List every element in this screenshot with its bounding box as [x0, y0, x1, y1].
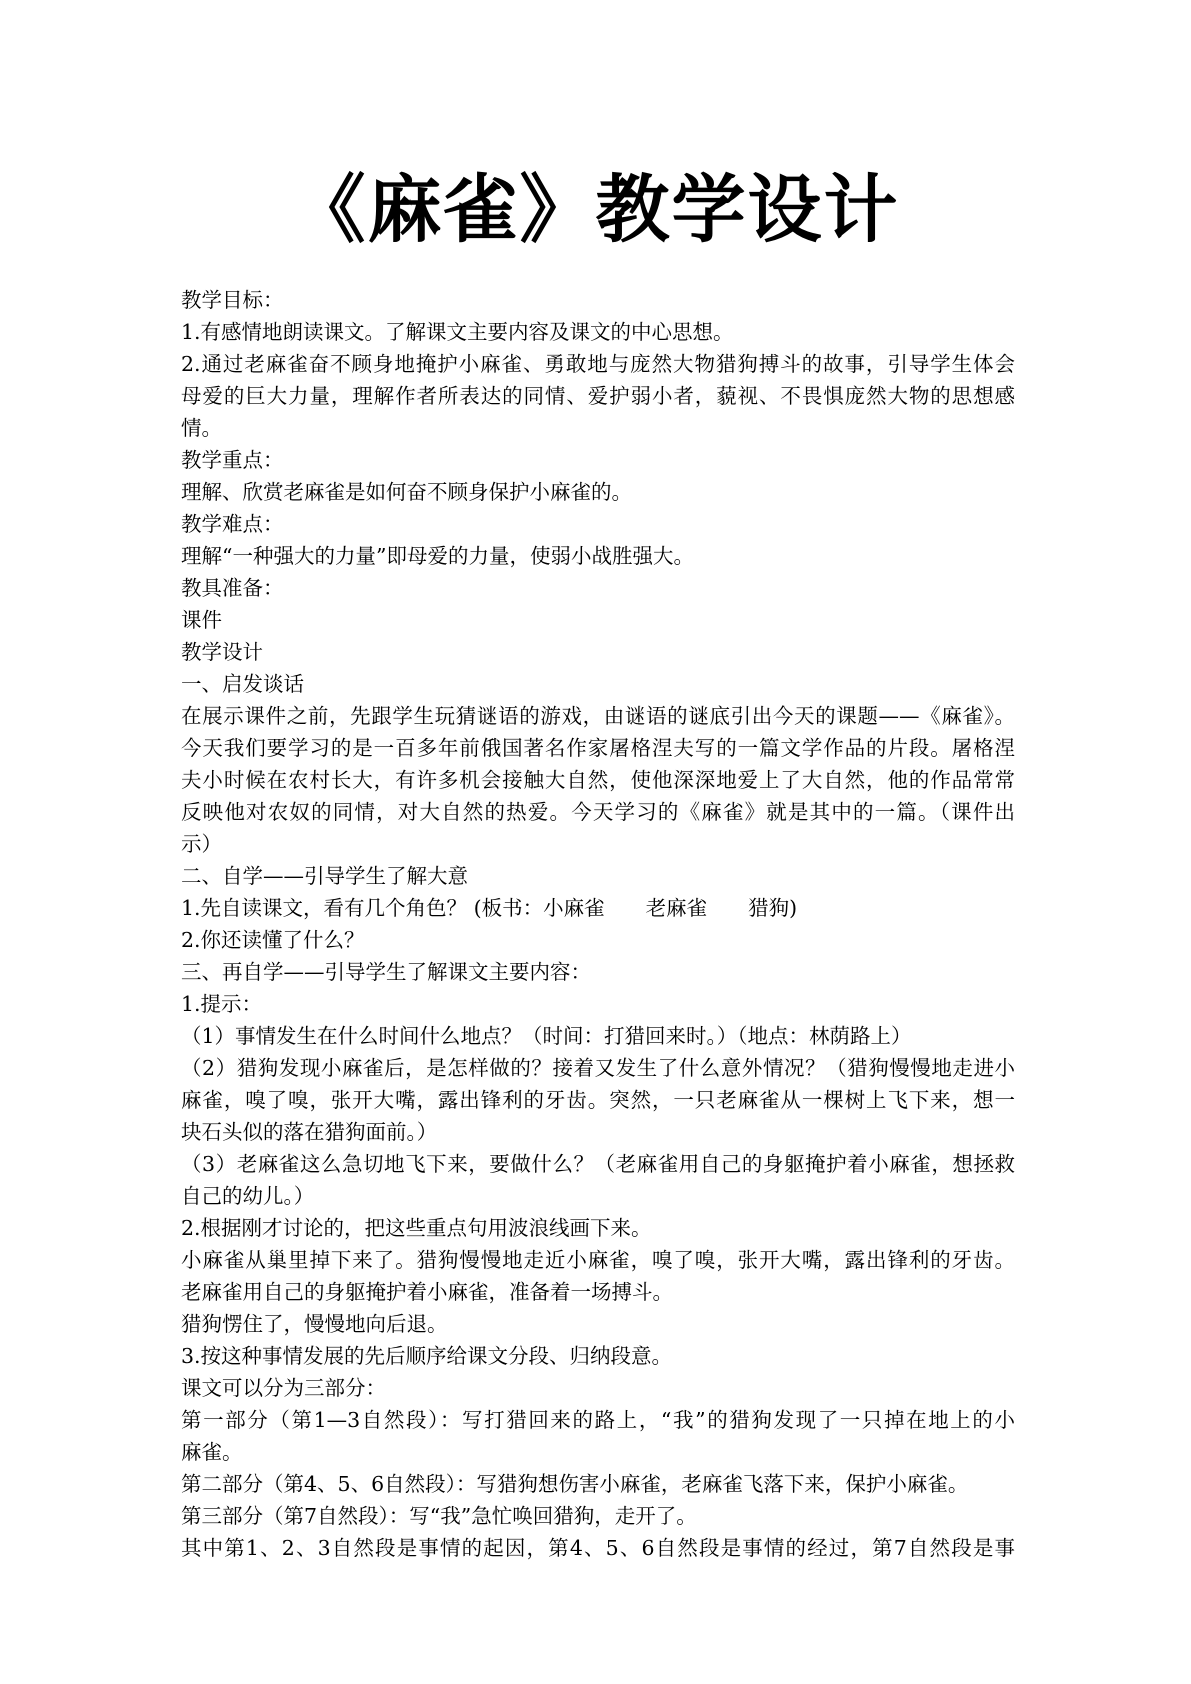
text-line: 教学目标：	[181, 288, 284, 312]
text-line: 1.有感情地朗读课文。了解课文主要内容及课文的中心思想。	[181, 320, 734, 344]
document-body	[181, 284, 1015, 1564]
text-line: 2.根据刚才讨论的，把这些重点句用波浪线画下来。	[181, 1216, 652, 1240]
text-line: 教具准备：	[181, 576, 284, 600]
text-line: 1.先自读课文，看有几个角色？ (板书：小麻雀 老麻雀 猎狗)	[181, 896, 798, 920]
text-line: 自己的幼儿。）	[181, 1184, 315, 1208]
text-line: 第三部分（第7自然段）：写“我”急忙唤回猎狗，走开了。	[181, 1504, 697, 1528]
text-line: 今天我们要学习的是一百多年前俄国著名作家屠格涅夫写的一篇文学作品的片段。屠格涅	[181, 736, 1015, 760]
text-line: 小麻雀从巢里掉下来了。猎狗慢慢地走近小麻雀，嗅了嗅，张开大嘴，露出锋利的牙齿。	[181, 1248, 1015, 1272]
text-line: 一、启发谈话	[181, 672, 304, 696]
text-line: 麻雀，嗅了嗅，张开大嘴，露出锋利的牙齿。突然，一只老麻雀从一棵树上飞下来，想一	[181, 1088, 1015, 1112]
text-line: 第二部分（第4、5、6自然段）：写猎狗想伤害小麻雀，老麻雀飞落下来，保护小麻雀。	[181, 1472, 969, 1496]
text-line: 二、自学——引导学生了解大意	[181, 864, 468, 888]
text-line: 老麻雀用自己的身躯掩护着小麻雀，准备着一场搏斗。	[181, 1280, 673, 1304]
text-line: （3）老麻雀这么急切地飞下来，要做什么？（老麻雀用自己的身躯掩护着小麻雀，想拯救	[181, 1152, 1015, 1176]
text-line: 2.你还读懂了什么？	[181, 928, 365, 952]
text-line: 块石头似的落在猎狗面前。）	[181, 1120, 438, 1144]
text-line: 课件	[181, 608, 222, 632]
text-line: 母爱的巨大力量，理解作者所表达的同情、爱护弱小者，藐视、不畏惧庞然大物的思想感	[181, 384, 1015, 408]
text-line: 教学设计	[181, 640, 263, 664]
text-line: 其中第1、2、3自然段是事情的起因，第4、5、6自然段是事情的经过，第7自然段是事	[181, 1536, 1015, 1560]
text-line: 教学重点：	[181, 448, 284, 472]
text-line: 在展示课件之前，先跟学生玩猜谜语的游戏，由谜语的谜底引出今天的课题——《麻雀》。	[181, 704, 1015, 728]
text-line: 反映他对农奴的同情，对大自然的热爱。今天学习的《麻雀》就是其中的一篇。（课件出	[181, 800, 1015, 824]
text-line: 2.通过老麻雀奋不顾身地掩护小麻雀、勇敢地与庞然大物猎狗搏斗的故事，引导学生体会	[181, 352, 1015, 376]
text-line: 理解“一种强大的力量”即母爱的力量，使弱小战胜强大。	[181, 544, 694, 568]
text-line: 3.按这种事情发展的先后顺序给课文分段、归纳段意。	[181, 1344, 673, 1368]
text-line: （2）猎狗发现小麻雀后，是怎样做的？接着又发生了什么意外情况？（猎狗慢慢地走进小	[181, 1056, 1015, 1080]
text-line: 理解、欣赏老麻雀是如何奋不顾身保护小麻雀的。	[181, 480, 632, 504]
text-line: 猎狗愣住了，慢慢地向后退。	[181, 1312, 448, 1336]
text-line: 示）	[181, 832, 222, 856]
text-line: 教学难点：	[181, 512, 284, 536]
text-line: 三、再自学——引导学生了解课文主要内容：	[181, 960, 591, 984]
text-line: 第一部分（第1—3自然段）：写打猎回来的路上，“我”的猎狗发现了一只掉在地上的小	[181, 1408, 1015, 1432]
document-title: 《麻雀》教学设计	[291, 167, 900, 253]
text-line: 情。	[181, 416, 222, 440]
text-line: （1）事情发生在什么时间什么地点？（时间：打猎回来时。）（地点：林荫路上）	[181, 1024, 912, 1048]
text-line: 麻雀。	[181, 1440, 243, 1464]
text-line: 夫小时候在农村长大，有许多机会接触大自然，使他深深地爱上了大自然，他的作品常常	[181, 768, 1015, 792]
text-line: 1.提示：	[181, 992, 263, 1016]
text-line: 课文可以分为三部分：	[181, 1376, 386, 1400]
